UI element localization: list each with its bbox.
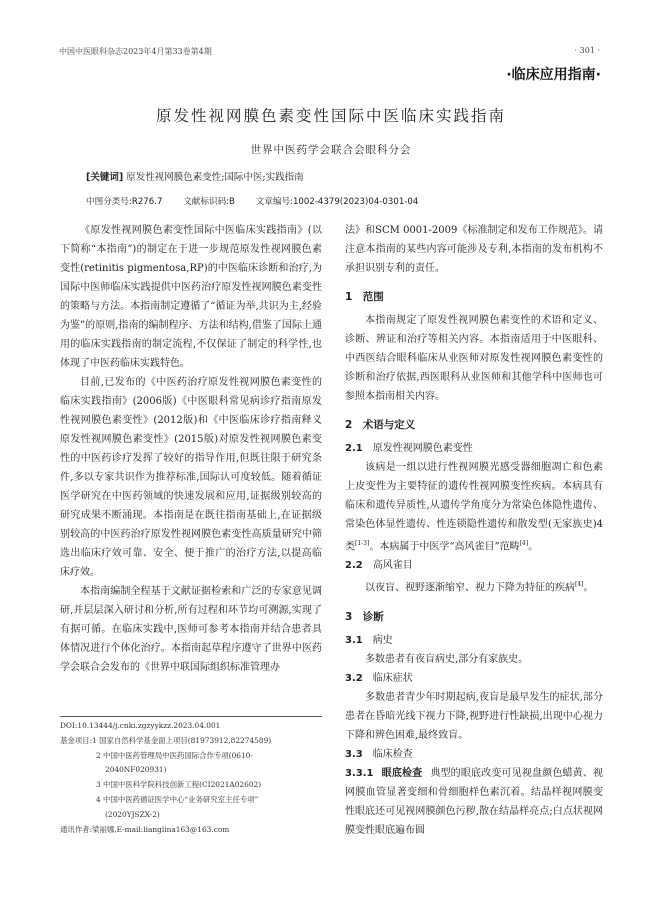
text: 以夜盲、视野逐渐缩窄、视力下降为特征的疾病 (365, 582, 575, 594)
subsection-heading (345, 556, 603, 575)
subsection-heading (345, 631, 603, 650)
citation: [4] (519, 540, 529, 547)
fund-item-2-cont: 2040NF020931) (105, 765, 167, 774)
section-heading-3: 3 诊断 (345, 610, 384, 623)
subsection-title: 原发性视网膜色素变性 (372, 443, 473, 454)
text: 。本病属于中医学“高风雀目”范畴 (369, 541, 520, 553)
subsection-title: 眼底检查 (381, 767, 423, 779)
subsection-number: 3.3.1 (345, 767, 374, 779)
fund-item-4: 4 中国中医药循证医学中心“业务研究室主任专项” (96, 795, 259, 804)
citation: [1-3] (355, 540, 370, 547)
right-column (345, 221, 603, 840)
text: 。 (583, 582, 594, 594)
paragraph (345, 764, 603, 840)
paragraph: 法》和SCM 0001-2009《标准制定和发布工作规范》。请注意本指南的某些内容可能涉及专利,本指南的发布机构不承担识别专利的责任。 (345, 225, 603, 274)
fund-item-2: 2 中国中医药管理局中医药国际合作专项(0610- (96, 751, 253, 760)
journal-header: 中国中医眼科杂志2023年4月第33卷第4期 (59, 47, 212, 56)
doi: DOI:10.13444/j.cnki.zgzyykzz.2023.04.001 (60, 721, 221, 730)
subsection-title: 高风雀目 (372, 560, 413, 572)
paragraph: 本指南编制全程基于文献证据检索和广泛的专家意见调研,并层层深入研讨和分析,所有过程和环节均可溯源,实现了有据可循。在临床实践中,医师可参考本指南并结合患者具体情况进行个体化治疗。本指南起草程序遵守了世界中医药学会联合会发布的《世界中联国际组织标准管理办 (60, 586, 322, 673)
keywords (86, 169, 304, 183)
keywords-text: 原发性视网膜色素变性;国际中医;实践指南 (126, 172, 304, 183)
article-title: 原发性视网膜色素变性国际中医临床实践指南 (155, 107, 506, 125)
paragraph (345, 458, 603, 556)
page-number: · 301 · (574, 46, 600, 55)
corresponding-author: 通讯作者:梁丽娜,E-mail:lianglina163@163.com (60, 825, 230, 834)
subsection-number: 3.3 (345, 748, 363, 760)
fund-item-4-cont: (2020YJSZX-2) (105, 810, 160, 819)
subsection-title: 临床检查 (372, 748, 413, 760)
subsection-title: 临床症状 (372, 672, 413, 684)
subsection-number: 3.2 (345, 672, 363, 684)
doc-code: 文献标识码:B (183, 197, 235, 207)
subsection-title: 病史 (372, 634, 393, 646)
subsection-heading (345, 745, 603, 764)
text: 。 (528, 541, 539, 553)
paragraph (345, 575, 603, 597)
citation: [4] (575, 581, 584, 589)
article-author: 世界中医药学会联合会眼科分会 (250, 144, 412, 156)
paragraph: 目前,已发布的《中医药治疗原发性视网膜色素变性的临床实践指南》(2006版)《中医眼科常见病诊疗指南原发性视网膜色素变性》(2012版)和《中医临床诊疗指南释义原发性视网膜色素变性》(2015版)对原发性视网膜色素变性的中医药诊疗发挥了较好的指导作用,但既往限于研究条件,多以专家共识作为推荐标准,国际认可度较低。随着循证医学研究在中医药领域的快速发展和应用,证据级别较高的研究成果不断涌现。本指南是在既往指南基础上,在证据级别较高的中医药治疗原发性视网膜色素变性高质量研究中筛选出临床疗效可靠、安全、便于推广的治疗方法,以提高临床疗效。 (60, 377, 322, 578)
left-column (60, 221, 322, 677)
text: 该病是一组以进行性视网膜光感受器细胞凋亡和色素上皮变性为主要特征的遗传性视网膜变性疾病。本病具有临床和遗传异质性,从遗传学角度分为常染色体隐性遗传、常染色体显性遗传、性连锁隐性遗传和散发型(无家族史)4类 (345, 462, 603, 553)
fund-item-1: 1 国家自然科学基金面上项目(81973912,82274589) (92, 736, 272, 745)
fund-label: 基金项目: (60, 736, 93, 745)
article-number: 文章编号:1002-4379(2023)04-0301-04 (255, 197, 419, 207)
text: 典型的眼底改变可见视盘颜色蜡黄、视网膜血管显著变细和骨细胞样色素沉着。结晶样视网膜变性眼底还可见视网膜颜色污秽,散在结晶样亮点;白点状视网膜变性眼底遍布圆 (345, 767, 604, 836)
paragraph: 多数患者青少年时期起病,夜盲是最早发生的症状,部分患者在昏暗光线下视力下降,视野进行性缺损,出现中心视力下降和辨色困难,最终致盲。 (345, 691, 603, 741)
subsection-heading (345, 669, 603, 688)
paragraph: 《原发性视网膜色素变性国际中医临床实践指南》(以下简称“本指南”)的制定在于进一步规范原发性视网膜色素变性(retinitis pigmentosa,RP)的中医临床诊断和治疗,为国际中医师临床实践提供中医药治疗原发性视网膜色素变性的策略与方法。本指南制定遵循了“循证为举,共识为主,经验为鉴”的原则,指南的编制程序、方法和结构,借鉴了国际上通用的临床实践指南的制定流程,不仅保证了制定的科学性,也体现了中医药临床实践特色。 (60, 225, 322, 369)
subsection-number: 2.2 (345, 560, 363, 572)
section-heading-2: 2 术语与定义 (345, 419, 416, 431)
subsection-number: 2.1 (345, 443, 363, 454)
footnote-divider (60, 716, 322, 717)
paragraph: 本指南规定了原发性视网膜色素变性的术语和定义、诊断、辨证和治疗等相关内容。本指南适用于中医眼科、中西医结合眼科临床从业医师对原发性视网膜色素变性的诊断和治疗依据,西医眼科从业医师和其他学科中医师也可参照本指南相关内容。 (345, 315, 603, 402)
keywords-label: [关键词] (86, 172, 124, 183)
fund-line-1 (60, 735, 330, 748)
subsection-number: 3.1 (345, 634, 363, 646)
section-tag: ·临床应用指南· (506, 67, 601, 83)
clc-number: 中图分类号:R276.7 (86, 197, 163, 207)
subsection-heading (345, 439, 603, 458)
fund-item-3: 3 中国中医科学院科技创新工程(CI2021A02602) (96, 780, 262, 789)
section-heading-1: 1 范围 (345, 291, 384, 303)
paragraph: 多数患者有夜盲病史,部分有家族史。 (365, 653, 529, 665)
classification (86, 195, 436, 207)
